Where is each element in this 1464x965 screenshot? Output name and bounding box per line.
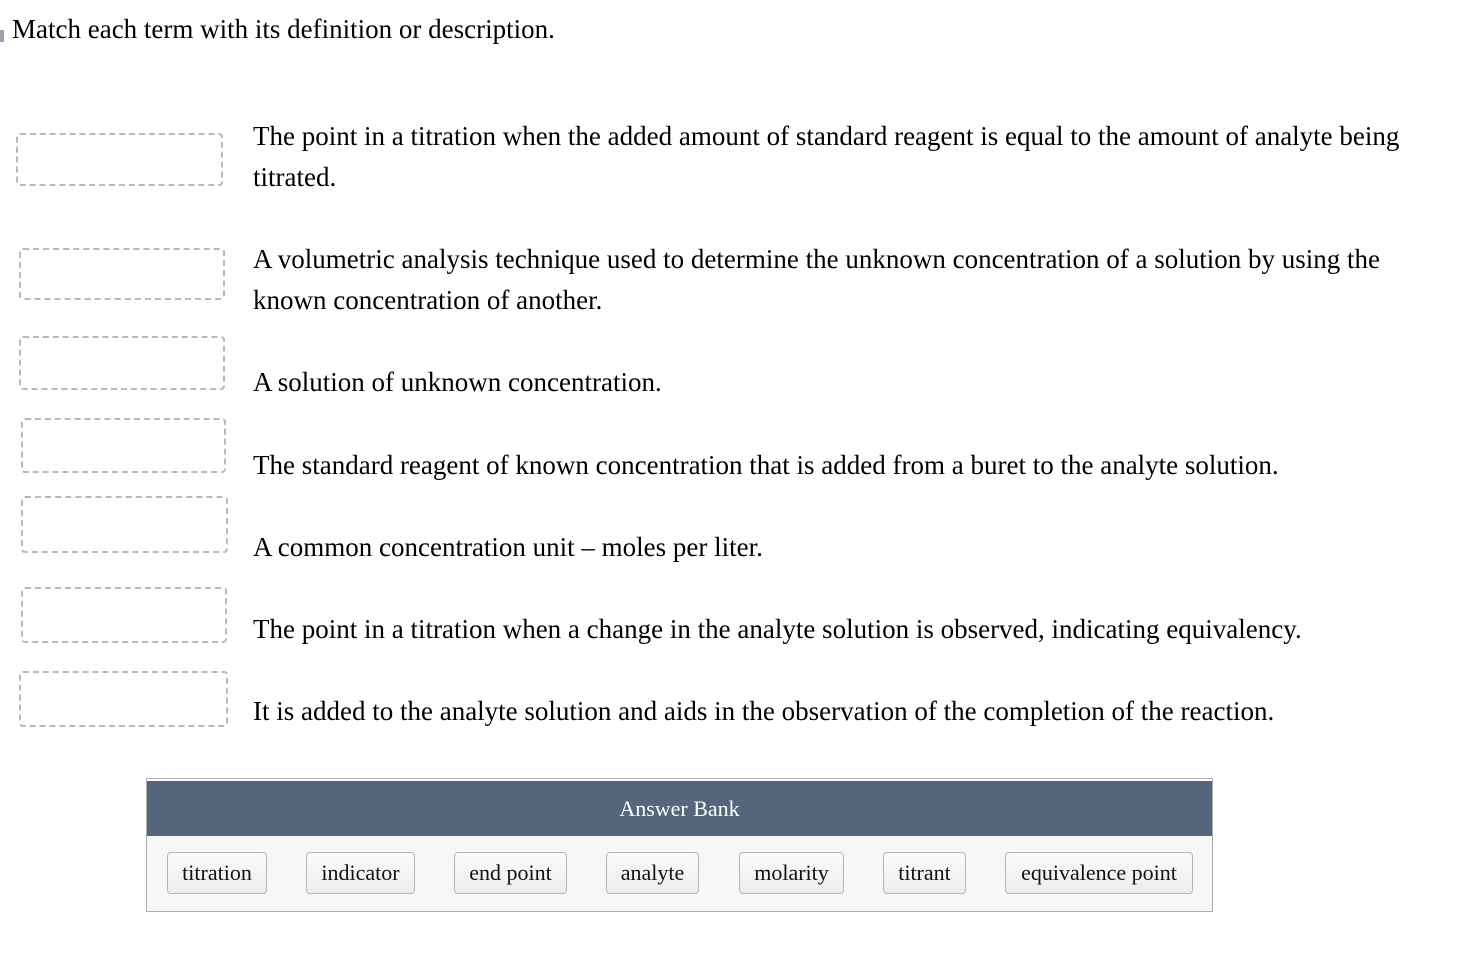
drop-target-6[interactable] bbox=[21, 587, 227, 643]
question-prompt: Match each term with its definition or description. bbox=[12, 14, 555, 44]
definition-4: The standard reagent of known concentration that is added from a buret to the analyte solution. bbox=[253, 450, 1279, 480]
left-edge-marker bbox=[0, 30, 4, 42]
drop-target-7[interactable] bbox=[19, 671, 228, 727]
drop-target-2[interactable] bbox=[19, 248, 225, 300]
term-chip-titrant[interactable]: titrant bbox=[883, 852, 966, 894]
definition-7: It is added to the analyte solution and aids in the observation of the completion of the reaction. bbox=[253, 696, 1275, 726]
answer-bank-header: Answer Bank bbox=[147, 779, 1212, 836]
drop-target-4[interactable] bbox=[21, 418, 226, 473]
drop-target-1[interactable] bbox=[16, 133, 223, 186]
term-chip-analyte[interactable]: analyte bbox=[606, 852, 699, 894]
definition-1: The point in a titration when the added amount of standard reagent is equal to the amount of analyte being titrated. bbox=[253, 121, 1400, 192]
term-chip-end-point[interactable]: end point bbox=[454, 852, 567, 894]
answer-bank bbox=[146, 778, 1213, 912]
drop-target-3[interactable] bbox=[19, 336, 225, 390]
definition-2: A volumetric analysis technique used to determine the unknown concentration of a solution by using the known concentration of another. bbox=[253, 244, 1380, 315]
definition-3: A solution of unknown concentration. bbox=[253, 367, 662, 397]
definition-5: A common concentration unit – moles per liter. bbox=[253, 532, 763, 562]
term-chip-titration[interactable]: titration bbox=[167, 852, 267, 894]
definition-6: The point in a titration when a change in the analyte solution is observed, indicating equivalency. bbox=[253, 614, 1302, 644]
drop-target-5[interactable] bbox=[21, 496, 228, 553]
term-chip-equivalence-point[interactable]: equivalence point bbox=[1005, 852, 1193, 894]
answer-bank-items bbox=[147, 836, 1212, 911]
term-chip-molarity[interactable]: molarity bbox=[739, 852, 844, 894]
term-chip-indicator[interactable]: indicator bbox=[306, 852, 415, 894]
